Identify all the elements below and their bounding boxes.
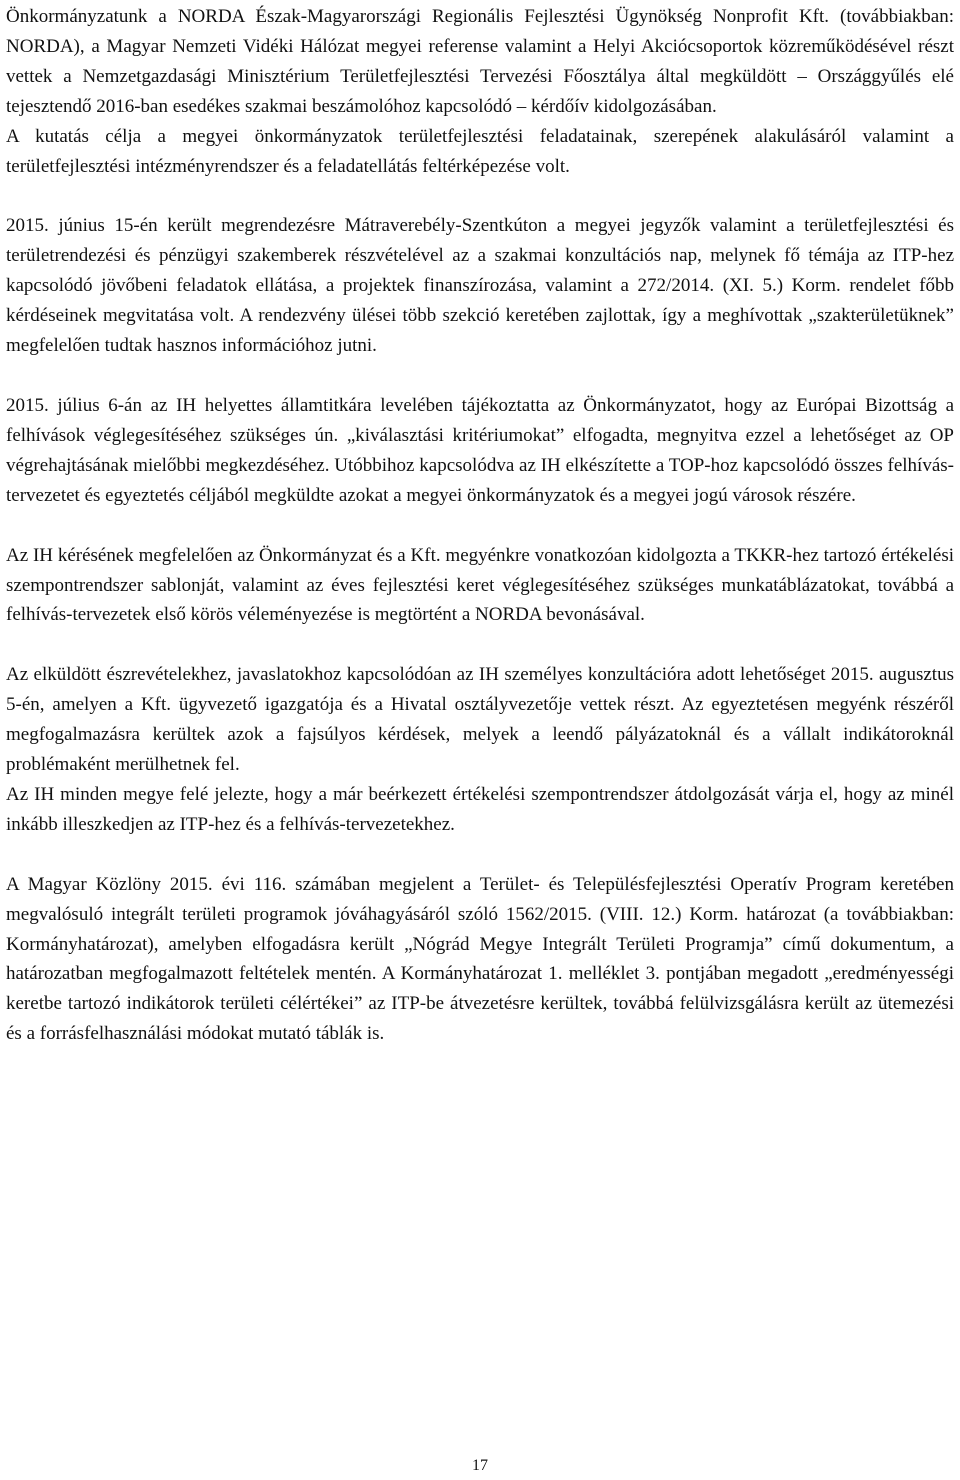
paragraph-spacer bbox=[6, 630, 954, 660]
paragraph-spacer bbox=[6, 511, 954, 541]
paragraph-government-decision: A Magyar Közlöny 2015. évi 116. számában megjelent a Terület- és Településfejlesztési Operatív Program keretében megvalósuló integrált területi programok jóváhagyásáról szóló 1562/2015. (VIII. 12.) Korm. határozat (a továbbiakban: Kormányhatározat), amelyben elfogadásra került „Nógrád Megye Integrált Területi Programja” című dokumentum, a határozatban megfogalmazott feltételek mentén. A Kormányhatározat 1. melléklet 3. pontjában megadott „eredményességi keretbe tartozó indikátorok területi célértékei” az ITP-be átvezetésre kerültek, továbbá felülvizsgálásra került az ütemezési és a forrásfelhasználási módokat mutató táblák is. bbox=[6, 873, 954, 1045]
paragraph-consultation-day: 2015. június 15-én került megrendezésre Mátraverebély-Szentkúton a megyei jegyzők valamint a területfejlesztési és területrendezési és pénzügyi szakemberek részvételével az a szakmai konzultációs nap, melynek fő témája az ITP-hez kapcsolódó jövőbeni feladatok ellátása, a projektek finanszírozása, valamint a 272/2014. (XI. 5.) Korm. rendelet főbb kérdéseinek megvitatása volt. A rendezvény ülései több szekció keretében zajlottak, így a meghívottak „szakterületüknek” megfelelően tudtak hasznos információhoz jutni. bbox=[6, 215, 954, 357]
paragraph-spacer bbox=[6, 361, 954, 391]
paragraph-personal-consultation: Az elküldött észrevételekhez, javaslatokhoz kapcsolódóan az IH személyes konzultációra adott lehetőséget 2015. augusztus 5-én, amelyen a Kft. ügyvezető igazgatója és a Hivatal osztályvezetője vettek részt. Az egyeztetésen megyénk részéről megfogalmazásra kerültek azok a fajsúlyos kérdések, melyek a leendő pályázatoknál és a vállalt indikátoroknál problémaként merülhetnek fel. bbox=[6, 664, 954, 776]
paragraph-spacer bbox=[6, 840, 954, 870]
paragraph-survey-participation: Önkormányzatunk a NORDA Észak-Magyarországi Regionális Fejlesztési Ügynökség Nonprofit Kft. (továbbiakban: NORDA), a Magyar Nemzeti Vidéki Hálózat megyei referense valamint a Helyi Akciócsoportok közreműködésével részt vettek a Nemzetgazdasági Minisztérium Területfejlesztési Tervezési Főosztálya által megküldött – Országgyűlés elé tejesztendő 2016-ban esedékes szakmai beszámolóhoz kapcsolódó – kérdőív kidolgozásában. bbox=[6, 6, 954, 117]
paragraph-spacer bbox=[6, 181, 954, 211]
paragraph-research-goal: A kutatás célja a megyei önkormányzatok területfejlesztési feladatainak, szerepének alakulásáról valamint a területfejlesztési intézményrendszer és a feladatellátás feltérképezése volt. bbox=[6, 125, 954, 177]
paragraph-selection-criteria: 2015. július 6-án az IH helyettes államtitkára levelében tájékoztatta az Önkormányzatot, hogy az Európai Bizottság a felhívások véglegesítéséhez szükséges ún. „kiválasztási kritériumokat” elfogadta, megnyitva ezzel a lehetőséget az OP végrehajtásának mielőbbi megkezdéséhez. Utóbbihoz kapcsolódva az IH elkészítette a TOP-hoz kapcsolódó összes felhívás-tervezetet és egyeztetés céljából megküldte azokat a megyei önkormányzatok és a megyei jogú városok részére. bbox=[6, 394, 954, 506]
paragraph-revision-request: Az IH minden megye felé jelezte, hogy a már beérkezett értékelési szempontrendszer átdolgozását várja el, hogy az minél inkább illeszkedjen az ITP-hez és a felhívás-tervezetekhez. bbox=[6, 783, 954, 835]
page-number: 17 bbox=[472, 1457, 488, 1474]
document-body bbox=[6, 0, 954, 1049]
paragraph-evaluation-template: Az IH kérésének megfelelően az Önkormányzat és a Kft. megyénkre vonatkozóan kidolgozta a TKKR-hez tartozó értékelési szempontrendszer sablonját, valamint az éves fejlesztési keret véglegesítéséhez szükséges munkatáblázatokat, továbbá a felhívás-tervezetek első körös véleményezése is megtörtént a NORDA bevonásával. bbox=[6, 544, 954, 626]
document-page bbox=[6, 0, 954, 1480]
